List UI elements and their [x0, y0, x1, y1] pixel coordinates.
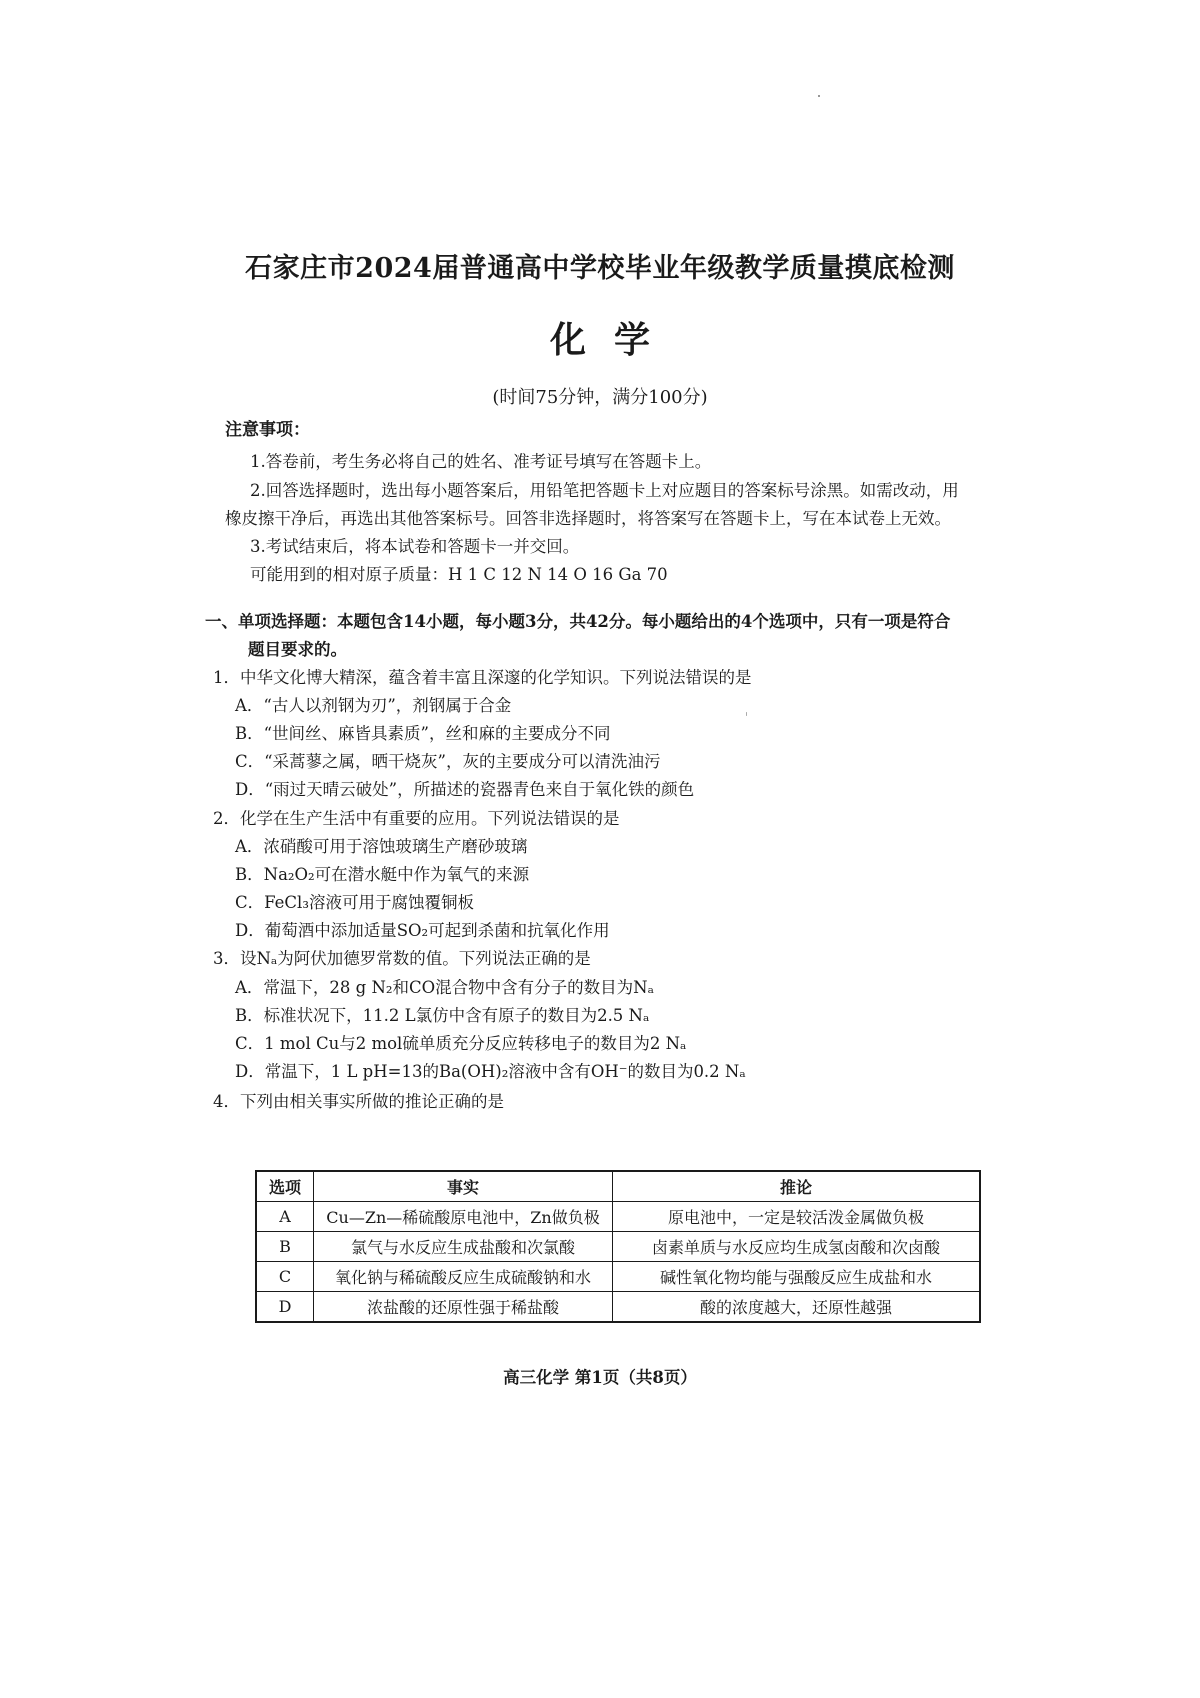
table-row — [256, 1232, 980, 1262]
atomic-masses: 可能用到的相对原子质量：H 1 C 12 N 14 O 16 Ga 70 — [250, 565, 668, 584]
question-option: D．常温下，1 L pH=13的Ba(OH)₂溶液中含有OH⁻的数目为0.2 Nₐ — [235, 1062, 746, 1081]
question-option: B．标准状况下，11.2 L氯仿中含有原子的数目为2.5 Nₐ — [235, 1006, 650, 1025]
table-cell: Cu—Zn—稀硫酸原电池中，Zn做负极 — [314, 1202, 613, 1232]
table-header: 推论 — [613, 1171, 981, 1202]
scan-speck — [746, 712, 747, 716]
note-item: 3.考试结束后，将本试卷和答题卡一并交回。 — [250, 537, 580, 556]
note-item: 橡皮擦干净后，再选出其他答案标号。回答非选择题时，将答案写在答题卡上，写在本试卷上无效。 — [225, 509, 951, 528]
question-option: D．“雨过天晴云破处”，所描述的瓷器青色来自于氧化铁的颜色 — [235, 780, 695, 799]
table-cell: 氯气与水反应生成盐酸和次氯酸 — [314, 1232, 613, 1262]
table-header: 事实 — [314, 1171, 613, 1202]
table-row — [256, 1202, 980, 1232]
table-header-row — [256, 1171, 980, 1202]
table-cell: D — [256, 1292, 314, 1323]
note-item: 1.答卷前，考生务必将自己的姓名、准考证号填写在答题卡上。 — [250, 452, 712, 471]
table-cell: C — [256, 1262, 314, 1292]
question-stem: 2．化学在生产生活中有重要的应用。下列说法错误的是 — [213, 809, 620, 828]
question-option: C．1 mol Cu与2 mol硫单质充分反应转移电子的数目为2 Nₐ — [235, 1034, 687, 1053]
section-heading-cont: 题目要求的。 — [248, 640, 347, 659]
table-cell: 原电池中，一定是较活泼金属做负极 — [613, 1202, 981, 1232]
table-cell: 氧化钠与稀硫酸反应生成硫酸钠和水 — [314, 1262, 613, 1292]
question-option: A．浓硝酸可用于溶蚀玻璃生产磨砂玻璃 — [235, 837, 528, 856]
table-header: 选项 — [256, 1171, 314, 1202]
question-stem: 1．中华文化博大精深，蕴含着丰富且深邃的化学知识。下列说法错误的是 — [213, 668, 752, 687]
question-option: B．“世间丝、麻皆具素质”，丝和麻的主要成分不同 — [235, 724, 611, 743]
table-cell: 浓盐酸的还原性强于稀盐酸 — [314, 1292, 613, 1323]
question-stem: 4．下列由相关事实所做的推论正确的是 — [213, 1092, 504, 1111]
question-option: A．“古人以剂钢为刃”，剂钢属于合金 — [235, 696, 512, 715]
question-option: A．常温下，28 g N₂和CO混合物中含有分子的数目为Nₐ — [235, 978, 654, 997]
table-cell: 碱性氧化物均能与强酸反应生成盐和水 — [613, 1262, 981, 1292]
exam-title: 石家庄市2024届普通高中学校毕业年级教学质量摸底检测 — [245, 253, 955, 284]
section-heading: 一、单项选择题：本题包含14小题，每小题3分，共42分。每小题给出的4个选项中，只有一项是符合 — [205, 612, 951, 631]
notes-heading: 注意事项： — [225, 420, 310, 440]
question-option: C．FeCl₃溶液可用于腐蚀覆铜板 — [235, 893, 474, 912]
scan-speck — [818, 95, 820, 97]
question-option: B．Na₂O₂可在潜水艇中作为氧气的来源 — [235, 865, 530, 884]
question-option: D．葡萄酒中添加适量SO₂可起到杀菌和抗氧化作用 — [235, 921, 610, 940]
note-item: 2.回答选择题时，选出每小题答案后，用铅笔把答题卡上对应题目的答案标号涂黑。如需改动，用 — [250, 481, 959, 500]
table-row — [256, 1292, 980, 1323]
question-stem: 3．设Nₐ为阿伏加德罗常数的值。下列说法正确的是 — [213, 949, 591, 968]
table-cell: 卤素单质与水反应均生成氢卤酸和次卤酸 — [613, 1232, 981, 1262]
page-footer: 高三化学 第1页（共8页） — [503, 1368, 697, 1387]
table-cell: A — [256, 1202, 314, 1232]
table-cell: B — [256, 1232, 314, 1262]
subject-title: 化学 — [549, 319, 678, 361]
time-info: (时间75分钟，满分100分) — [492, 387, 708, 408]
question-option: C．“采蒿蓼之属，晒干烧灰”，灰的主要成分可以清洗油污 — [235, 752, 661, 771]
table-row — [256, 1262, 980, 1292]
facts-table — [255, 1170, 981, 1323]
table-cell: 酸的浓度越大，还原性越强 — [613, 1292, 981, 1323]
